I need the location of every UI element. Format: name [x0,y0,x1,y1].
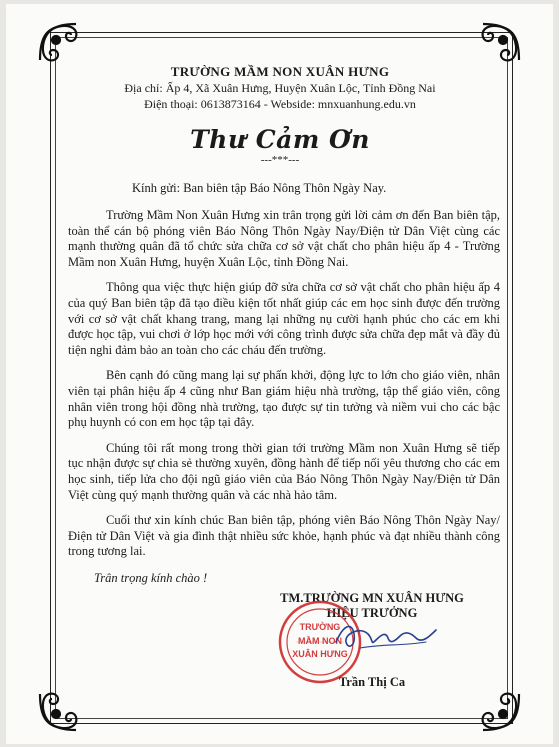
school-name: TRƯỜNG MẦM NON XUÂN HƯNG [170,64,390,79]
corner-ornament-icon [36,688,82,734]
title-separator: ---***--- [260,154,300,166]
corner-ornament-icon [477,688,523,734]
stamp-line: XUÂN HƯNG [292,649,348,659]
letter-closing: Trân trọng kính chào ! [94,570,208,585]
letter-paragraph: Bên cạnh đó cũng mang lại sự phấn khởi, động lực to lớn cho giáo viên, nhân viên tại phân hiệu ấp 4 cũng như Ban giám hiệu nhà trường, tập thể giáo viên, công nhân viên trong hội đồng nhà trường, tạo được sự tin tưởng và niềm vui cho các bậc phụ huynh có con em học tập tại đây. [68,368,500,430]
school-address: Địa chỉ: Ấp 4, Xã Xuân Hưng, Huyện Xuân Lộc, Tỉnh Đồng Nai [124,81,436,95]
corner-ornament-icon [36,20,82,66]
signer-name: Trần Thị Ca [338,675,406,689]
stamp-line: TRƯỜNG [299,622,341,632]
letter-paragraph: Cuối thư xin kính chúc Ban biên tập, phóng viên Báo Nông Thôn Ngày Nay/Điện tử Dân Việt và gia đình thật nhiều sức khỏe, hạnh phúc và đạt nhiều thành công trong tương lai. [68,513,500,559]
corner-ornament-icon [477,20,523,66]
school-contact: Điện thoại: 0613873164 - Webside: mnxuanhung.edu.vn [144,97,416,111]
letter-paragraph: Thông qua việc thực hiện giúp đỡ sửa chữa cơ sở vật chất cho phân hiệu ấp 4 của quý Ban biên tập đã tạo điều kiện tốt nhất giúp các em học sinh được đến trường với cơ sở vật chất khang trang, mang lại những nụ cười hạnh phúc cho các em khi được học tập, vui chơi ở lớp học mới với công trình được sửa chữa đẹp mắt và đầy đủ tiện nghi đảm bảo an toàn cho các cháu đến trường. [68,280,500,357]
stamp-line: MẦM NON [298,636,342,646]
signer-organization: TM.TRƯỜNG MN XUÂN HƯNG [280,591,464,605]
letter-title: Thư Cảm Ơn [190,125,370,154]
letter-content [60,64,500,586]
handwritten-signature [330,612,440,658]
letter-greeting: Kính gửi: Ban biên tập Báo Nông Thôn Ngày Nay. [132,181,387,195]
signer-role: HIỆU TRƯỞNG [326,606,418,620]
letter-paragraph: Trường Mầm Non Xuân Hưng xin trân trọng gửi lời cảm ơn đến Ban biên tập, toàn thể cán bộ phóng viên Báo Nông Thôn Ngày Nay/Điện tử Dân Việt cùng các mạnh thường quân đã tổ chức sửa chữa cơ sở vật chất cho phân hiệu ấp 4 - Trường Mầm non Xuân Hưng, huyện Xuân Lộc, tỉnh Đồng Nai. [68,208,500,269]
letter-paragraph: Chúng tôi rất mong trong thời gian tới trường Mầm non Xuân Hưng sẽ tiếp tục nhận được sự chia sẻ thường xuyên, đồng hành để tiếp nối yêu thương cho các em học sinh, tiếp lửa cho đội ngũ giáo viên của Báo Nông Thôn Ngày Nay/Điện tử Dân Việt cùng quý mạnh thường quân và các nhà hảo tâm. [68,440,500,502]
